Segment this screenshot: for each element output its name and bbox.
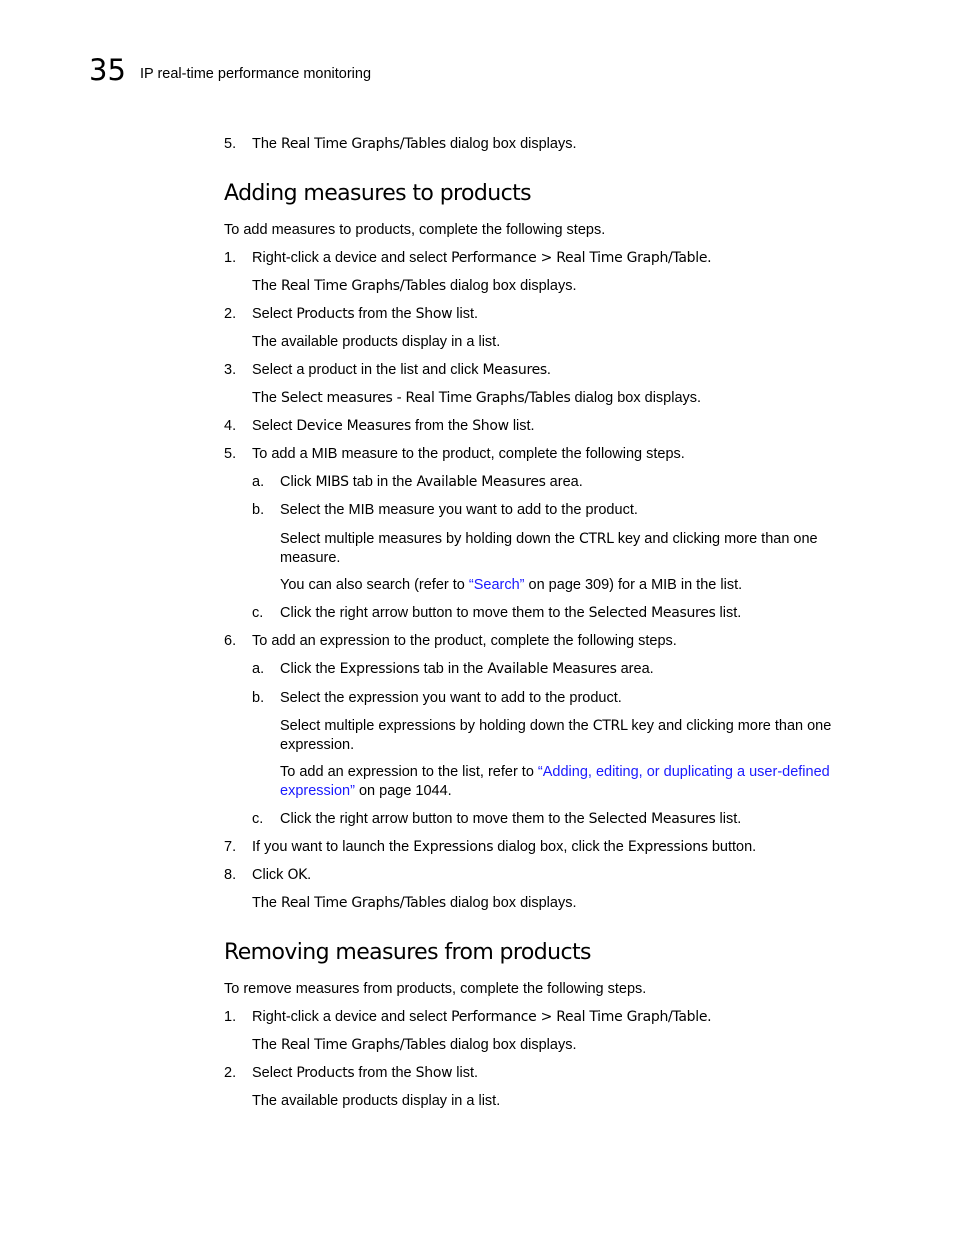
substep-text: Click the right arrow button to move them to the Selected Measures list. [280, 605, 742, 621]
step-result: The available products display in a list. [252, 334, 501, 350]
step-number: 6. [224, 633, 237, 649]
step-text: Click OK. [252, 867, 312, 883]
section-heading-adding: Adding measures to products [224, 181, 531, 206]
substep-note: You can also search (refer to “Search” on page 309) for a MIB in the list. [280, 577, 743, 593]
section-heading-removing: Removing measures from products [224, 940, 591, 965]
step-result: The Real Time Graphs/Tables dialog box displays. [252, 1037, 577, 1053]
step-text: Select Device Measures from the Show list. [252, 418, 535, 434]
step-result: The Select measures - Real Time Graphs/Tables dialog box displays. [252, 390, 702, 406]
step-result: The Real Time Graphs/Tables dialog box displays. [252, 895, 577, 911]
step-number: 7. [224, 839, 237, 855]
section-lead: To add measures to products, complete the following steps. [224, 222, 606, 238]
step-text: Right-click a device and select Performance > Real Time Graph/Table. [252, 1009, 712, 1025]
step-text: The Real Time Graphs/Tables dialog box displays. [252, 136, 577, 152]
step-number: 1. [224, 250, 237, 266]
substep-letter: b. [252, 502, 265, 518]
substep-note: To add an expression to the list, refer to “Adding, editing, or duplicating a user-defined expression” on page 1044. [280, 764, 830, 799]
step-text: Select Products from the Show list. [252, 1065, 479, 1081]
substep-letter: b. [252, 690, 265, 706]
step-number: 5. [224, 136, 237, 152]
step-text: Right-click a device and select Performance > Real Time Graph/Table. [252, 250, 712, 266]
step-number: 2. [224, 1065, 237, 1081]
substep-letter: c. [252, 605, 264, 621]
step-text: To add a MIB measure to the product, complete the following steps. [252, 446, 685, 462]
substep-text: Select the expression you want to add to the product. [280, 690, 622, 706]
substep-text: Click the Expressions tab in the Available Measures area. [280, 661, 654, 677]
chapter-title: IP real-time performance monitoring [140, 66, 372, 82]
step-result: The available products display in a list. [252, 1093, 501, 1109]
section-lead: To remove measures from products, complete the following steps. [224, 981, 647, 997]
step-number: 3. [224, 362, 237, 378]
expression-link[interactable]: “Adding, editing, or duplicating a user-defined expression” [280, 764, 830, 799]
substep-letter: a. [252, 661, 265, 677]
step-number: 1. [224, 1009, 237, 1025]
step-result: The Real Time Graphs/Tables dialog box displays. [252, 278, 577, 294]
substep-letter: a. [252, 474, 265, 490]
substep-text: Select the MIB measure you want to add to the product. [280, 502, 638, 518]
substep-note: Select multiple measures by holding down the CTRL key and clicking more than one measure. [280, 531, 818, 566]
step-text: If you want to launch the Expressions dialog box, click the Expressions button. [252, 839, 757, 855]
substep-note: Select multiple expressions by holding down the CTRL key and clicking more than one expression. [280, 718, 832, 753]
step-number: 4. [224, 418, 237, 434]
step-text: Select Products from the Show list. [252, 306, 479, 322]
step-text: To add an expression to the product, complete the following steps. [252, 633, 677, 649]
substep-text: Click the right arrow button to move them to the Selected Measures list. [280, 811, 742, 827]
step-number: 2. [224, 306, 237, 322]
step-number: 5. [224, 446, 237, 462]
step-text: Select a product in the list and click Measures. [252, 362, 551, 378]
substep-text: Click MIBS tab in the Available Measures area. [280, 474, 583, 490]
chapter-number: 35 [89, 53, 126, 87]
step-number: 8. [224, 867, 237, 883]
substep-letter: c. [252, 811, 264, 827]
search-link[interactable]: “Search” [468, 577, 525, 593]
